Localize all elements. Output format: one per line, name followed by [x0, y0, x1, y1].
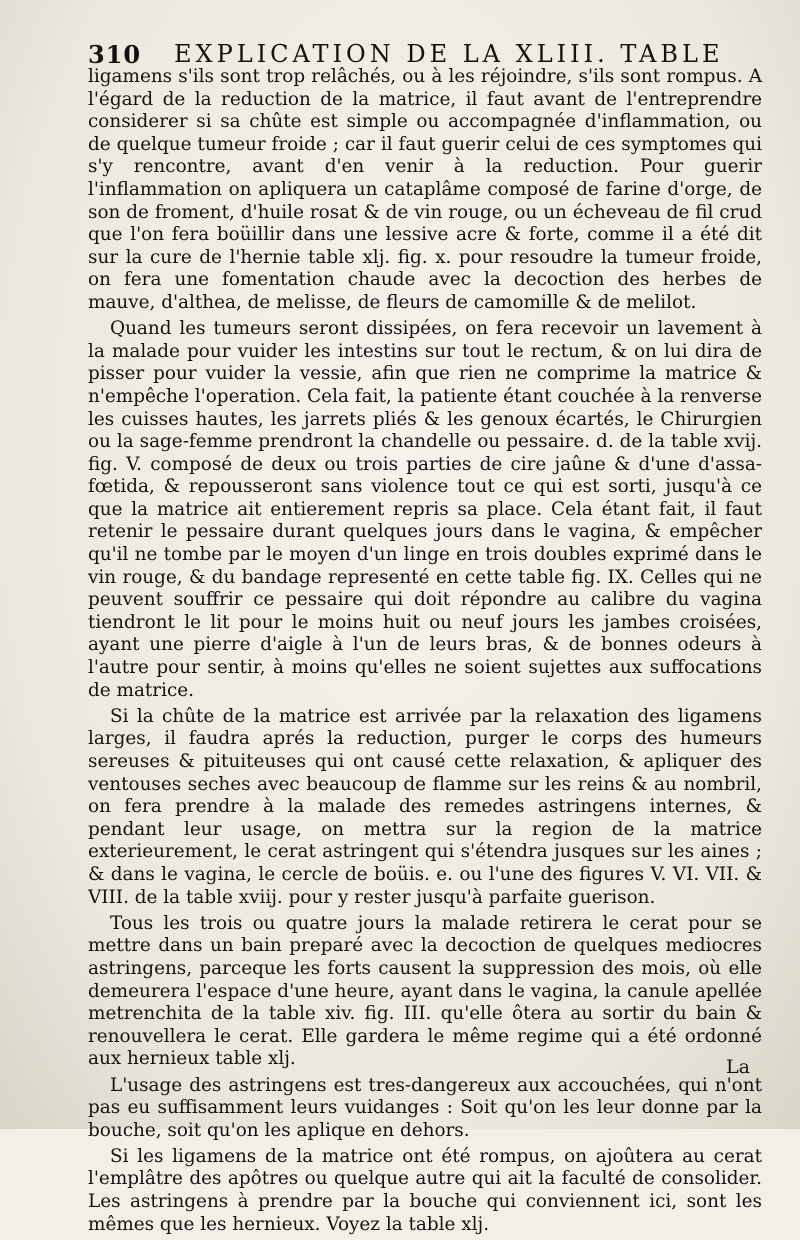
catchword: La: [726, 1056, 750, 1078]
paragraph: ligamens s'ils sont trop relâchés, ou à les réjoindre, s'ils sont rompus. A l'égard de la reduction de la matrice, il faut avant de l'entreprendre considerer si sa chûte est simple ou accompagnée d'inflammation, ou de quelque tumeur froide ; car il faut guerir celui de ces symptomes qui s'y rencontre, avant d'en venir à la reduction. Pour guerir l'inflammation on apliquera un cataplâme composé de farine d'orge, de son de froment, d'huile rosat & de vin rouge, ou un écheveau de fil crud que l'on fera boüillir dans une lessive acre & forte, comme il a été dit sur la cure de l'hernie table xlj. fig. x. pour resoudre la tumeur froide, on fera une fomentation chaude avec la decoction des herbes de mauve, d'althea, de melisse, de fleurs de camomille & de melilot.: [88, 66, 762, 313]
page-number: 310: [88, 40, 142, 69]
paragraph: Tous les trois ou quatre jours la malade retirera le cerat pour se mettre dans un bain preparé avec la decoction de quelques mediocres astringens, parceque les forts causent la suppression des mois, où elle demeurera l'espace d'une heure, ayant dans le vagina, la canule apellée metrenchita de la table xiv. fig. III. qu'elle ôtera au sortir du bain & renouvellera le cerat. Elle gardera le même regime qui a été ordonné aux hernieux table xlj.: [88, 912, 762, 1070]
paragraph: Si les ligamens de la matrice ont été rompus, on ajoûtera au cerat l'emplâtre des apôtres ou quelque autre qui ait la faculté de consolider. Les astringens à prendre par la bouche qui conviennent ici, sont les mêmes que les hernieux. Voyez la table xlj.: [88, 1145, 762, 1235]
body-text: [88, 66, 762, 1240]
paragraph: Quand les tumeurs seront dissipées, on fera recevoir un lavement à la malade pour vuider les intestins sur tout le rectum, & on lui dira de pisser pour vuider la vessie, afin que rien ne comprime la matrice & n'empêche l'operation. Cela fait, la patiente étant couchée à la renverse les cuisses hautes, les jarrets pliés & les genoux écartés, le Chirurgien ou la sage-femme prendront la chandelle ou pessaire. d. de la table xvij. fig. V. composé de deux ou trois parties de cire jaûne & d'une d'assa-fœtida, & repousseront sans violence tout ce qui est sorti, jusqu'à ce que la matrice ait entierement repris sa place. Cela étant fait, il faut retenir le pessaire durant quelques jours dans le vagina, & empêcher qu'il ne tombe par le moyen d'un linge en trois doubles exprimé dans le vin rouge, & du bandage representé en cette table fig. IX. Celles qui ne peuvent souffrir ce pessaire qui doit répondre au calibre du vagina tiendront le lit pour le moins huit ou neuf jours les jambes croisées, ayant une pierre d'aigle à l'un de leurs bras, & de bonnes odeurs à l'autre pour sentir, à moins qu'elles ne soient sujettes aux suffocations de matrice.: [88, 318, 762, 701]
running-head: [88, 36, 760, 70]
paragraph: Si la chûte de la matrice est arrivée par la relaxation des ligamens larges, il faudra aprés la reduction, purger le corps des humeurs sereuses & pituiteuses qui ont causé cette relaxation, & apliquer des ventouses seches avec beaucoup de flamme sur les reins & au nombril, on fera prendre à la malade des remedes astringens internes, & pendant leur usage, on mettra sur la region de la matrice exterieurement, le cerat astringent qui s'étendra jusques sur les aines ; & dans le vagina, le cercle de boüis. e. ou l'une des figures V. VI. VII. & VIII. de la table xviij. pour y rester jusqu'à parfaite guerison.: [88, 705, 762, 908]
running-title: EXPLICATION DE LA XLIII. TABLE: [174, 40, 724, 68]
paragraph: L'usage des astringens est tres-dangereux aux accouchées, qui n'ont pas eu suffisamment leurs vuidanges : Soit qu'on les leur donne par la bouche, soit qu'on les aplique en dehors.: [88, 1074, 762, 1141]
